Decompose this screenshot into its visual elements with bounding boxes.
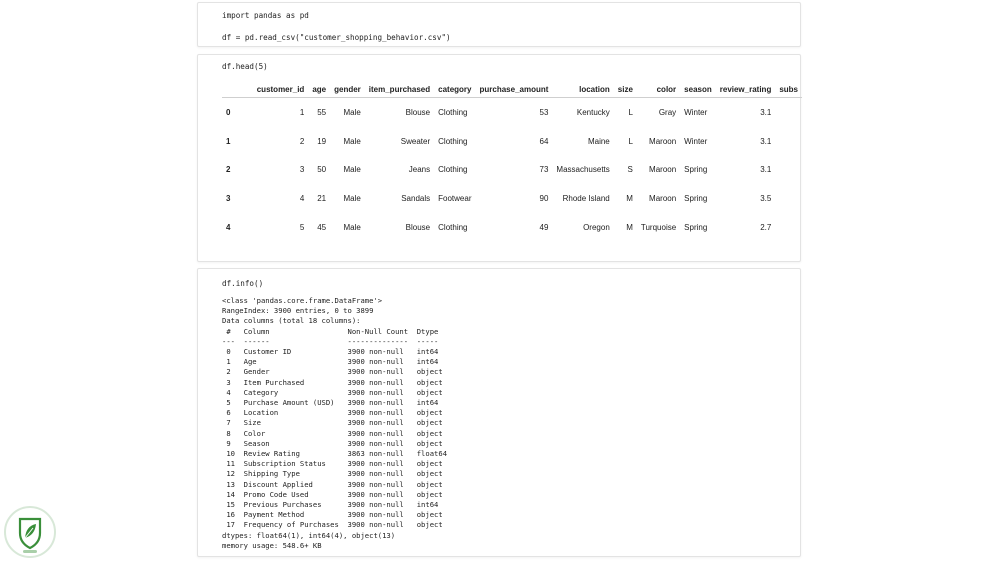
info-output: <class 'pandas.core.frame.DataFrame'> RangeIndex: 3900 entries, 0 to 3899 Data columns (total 18 columns): # Column Non-Null Count Dtype --- ------ -------------- ----- 0 Customer ID 3900 non-null int64 1 Age 3900 non-null int64 2 Gender 3900 non-null object 3 Item Purchased 3900 non-null object 4 Category 3900 non-null object 5 Purchase Amount (USD) 3900 non-null int64 6 Location 3900 non-null object 7 Size 3900 non-null object 8 Color 3900 non-null object 9 Season 3900 non-null object 10 Review Rating 3863 non-null float64 11 Subscription Status 3900 non-null object 12 Shipping Type 3900 non-null object 13 Discount Applied 3900 non-null object 14 Promo Code Used 3900 non-null object 15 Previous Purchases 3900 non-null int64 16 Payment Method 3900 non-null object 17 Frequency of Purchases 3900 non-null object dtypes: float64(1), int64(4), object(13) memory usage: 548.6+ KB [222,296,448,550]
code-cell-head[interactable] [197,54,801,262]
table-cell: 3.5 [760,193,772,203]
table-cell: 3.1 [760,136,772,146]
table-cell: 55 [308,98,330,127]
column-header [222,81,253,98]
table-cell: L [628,136,633,146]
table-cell: Clothing [438,165,468,175]
table-cell: M [626,222,633,232]
table-cell: S [627,165,633,175]
column-header: age [312,84,327,94]
table-row [222,184,802,213]
column-header: subs [779,84,798,94]
table-cell: Sandals [401,193,431,203]
table-cell: Oregon [583,222,610,232]
table-cell: Male [343,136,361,146]
row-index: 3 [226,193,231,203]
table-row [222,155,802,184]
table-cell [775,98,802,127]
column-header: item_purchased [368,84,431,94]
code-cell-info[interactable] [197,268,801,557]
dataframe-output [198,55,802,261]
table-cell: Spring [684,193,708,203]
table-cell: 49 [539,222,549,232]
table-cell: Spring [684,222,708,232]
column-header: size [617,84,633,94]
table-cell: Male [330,98,365,127]
table-cell: Massachusetts [556,165,610,175]
table-cell: Maine [587,136,610,146]
column-header: purchase_amount [479,84,549,94]
column-header: customer_id [256,84,305,94]
table-cell: 50 [317,165,327,175]
table-cell: 2 [299,136,305,146]
table-cell: Male [343,193,361,203]
table-cell: 3.1 [760,165,772,175]
table-cell: 2.7 [760,222,772,232]
table-cell: Kentucky [552,98,613,127]
code-input: df.info() [222,279,264,288]
table-cell: L [614,98,637,127]
column-header: category [438,84,472,94]
column-header: color [656,84,677,94]
table-cell: Clothing [434,98,475,127]
table-cell: M [626,193,633,203]
table-cell: Blouse [405,222,431,232]
dataframe-table [222,81,802,241]
table-cell: 3.1 [716,98,776,127]
table-cell: Jeans [408,165,431,175]
table-cell: Sweater [400,136,431,146]
table-cell: 90 [539,193,549,203]
table-row [222,213,802,242]
table-cell: 3 [299,165,305,175]
table-cell: Clothing [438,136,468,146]
column-header: season [684,84,712,94]
table-cell: Maroon [649,165,677,175]
table-cell: Clothing [438,222,468,232]
table-cell: Male [343,222,361,232]
table-cell: Winter [680,98,716,127]
table-cell: 5 [299,222,305,232]
table-cell: 19 [317,136,327,146]
row-index: 0 [222,98,253,127]
table-cell: Footwear [438,193,472,203]
column-header: location [579,84,610,94]
code-cell-import[interactable] [197,2,801,47]
table-cell: Spring [684,165,708,175]
table-cell [775,127,802,156]
leaf-shield-icon [2,505,58,559]
code-line: df = pd.read_csv("customer_shopping_behavior.csv") [222,33,451,42]
column-header: review_rating [719,84,772,94]
table-cell: Blouse [365,98,434,127]
table-cell: Maroon [649,136,677,146]
code-line: import pandas as pd [222,11,309,20]
table-cell: 21 [317,193,327,203]
table-cell: 64 [539,136,549,146]
column-header: gender [334,84,361,94]
table-cell: Maroon [649,193,677,203]
table-cell: Gray [637,98,680,127]
table-cell: Turquoise [640,222,677,232]
table-cell: 1 [253,98,309,127]
row-index: 4 [226,222,231,232]
table-row [222,127,802,156]
table-cell: 53 [476,98,553,127]
table-cell [775,213,802,242]
table-cell: Male [343,165,361,175]
table-header-row [222,81,802,98]
code-input: df.head(5) [222,62,268,71]
table-cell [775,155,802,184]
table-cell [775,184,802,213]
row-index: 2 [226,165,231,175]
table-cell: Rhode Island [562,193,610,203]
row-index: 1 [226,136,231,146]
table-cell: Winter [684,136,708,146]
table-cell: 73 [539,165,549,175]
table-cell: 45 [317,222,327,232]
table-row [222,98,802,127]
table-cell: 4 [299,193,305,203]
